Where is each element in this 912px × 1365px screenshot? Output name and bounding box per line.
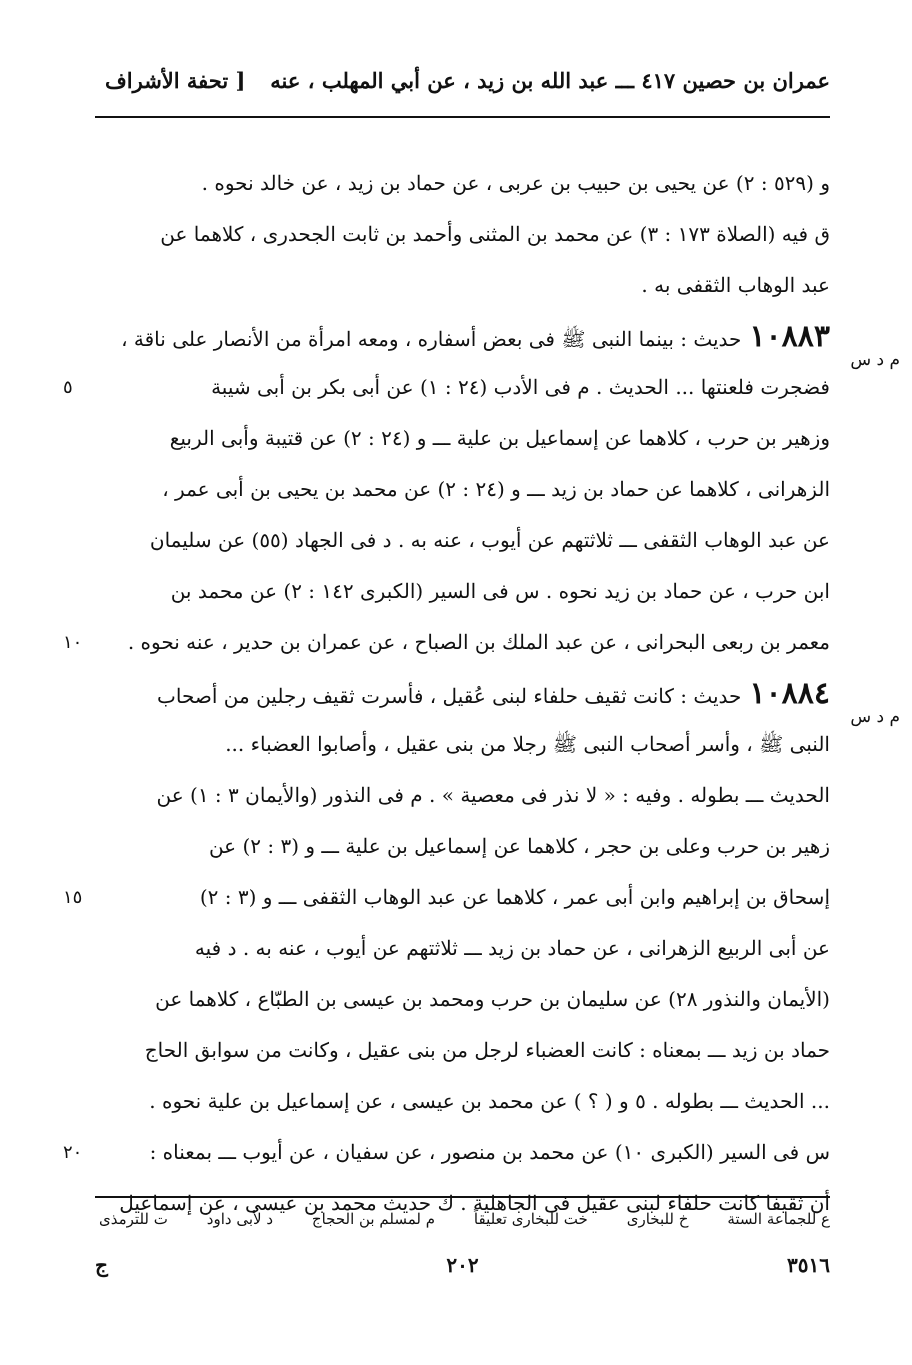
abbrev-item: خت للبخارى تعليقاً bbox=[473, 1210, 588, 1228]
abbrev-item: م لمسلم بن الحجاج bbox=[311, 1210, 436, 1228]
abbrev-item: د لأبى داود bbox=[206, 1210, 273, 1228]
text-line: النبى ﷺ ، وأسر أصحاب النبى ﷺ رجلا من بنى عقيل ، وأصابوا العضباء ... bbox=[225, 732, 830, 756]
text-line: (الأيمان والنذور ٢٨) عن سليمان بن حرب ومحمد بن عيسى بن الطبّاع ، كلاهما عن bbox=[155, 987, 830, 1011]
running-header bbox=[95, 58, 830, 98]
abbrev-item: خ للبخارى bbox=[626, 1210, 689, 1228]
header-divider bbox=[95, 116, 830, 118]
abbrev-item: ع للجماعة الستة bbox=[727, 1210, 830, 1228]
footer-series-number: ٣٥١٦ bbox=[787, 1253, 830, 1277]
text-line: زهير بن حرب وعلى بن حجر ، كلاهما عن إسماعيل بن علية ـــ و (٣ : ٢) عن bbox=[208, 834, 830, 858]
hadith-entry-10883: ١٠٨٨٣حديث : بينما النبى ﷺ فى بعض أسفاره ، ومعه امرأة من الأنصار على ناقة ، م د س bbox=[95, 311, 830, 362]
margin-line-number: ٥ bbox=[63, 377, 73, 398]
hadith-entry-10884: ١٠٨٨٤حديث : كانت ثقيف حلفاء لبنى عُقيل ، فأسرت ثقيف رجلين من أصحاب م د س bbox=[95, 668, 830, 719]
text-line: عبد الوهاب الثقفى به . bbox=[641, 273, 830, 297]
text-line: وزهير بن حرب ، كلاهما عن إسماعيل بن علية ـــ و (٢٤ : ٢) عن قتيبة وأبى الربيع bbox=[169, 426, 830, 450]
entry-number: ١٠٨٨٣ bbox=[749, 319, 830, 354]
text-line: س فى السير (الكبرى ١٠) عن محمد بن منصور ، عن سفيان ، عن أيوب ـــ بمعناه : ٢٠ bbox=[95, 1127, 830, 1178]
text-line: ... الحديث ـــ بطوله . ٥ و ( ؟ ) عن محمد بن عيسى ، عن إسماعيل بن علية نحوه . bbox=[149, 1089, 830, 1113]
text-line: الحديث ـــ بطوله . وفيه : « لا نذر فى معصية » . م فى النذور (والأيمان ٣ : ١) عن bbox=[156, 783, 830, 807]
volume-mark: ج bbox=[95, 1253, 108, 1277]
entry-sigla: م د س bbox=[850, 707, 900, 727]
margin-line-number: ١٠ bbox=[63, 632, 83, 653]
footer-divider bbox=[95, 1196, 830, 1198]
abbrev-item: ت للترمذى bbox=[99, 1210, 168, 1228]
text-line: الزهرانى ، كلاهما عن حماد بن زيد ـــ و (٢٤ : ٢) عن محمد بن يحيى بن أبى عمر ، bbox=[162, 477, 830, 501]
entry-number: ١٠٨٨٤ bbox=[749, 676, 830, 711]
text-line: حماد بن زيد ـــ بمعناه : كانت العضباء لرجل من بنى عقيل ، وكانت من سوابق الحاج bbox=[144, 1038, 830, 1062]
document-page bbox=[63, 58, 900, 1308]
text-line: و (٥٢٩ : ٢) عن يحيى بن حبيب بن عربى ، عن حماد بن زيد ، عن خالد نحوه . bbox=[201, 171, 830, 195]
margin-line-number: ٢٠ bbox=[63, 1142, 83, 1163]
text-line: ابن حرب ، عن حماد بن زيد نحوه . س فى السير (الكبرى ١٤٢ : ٢) عن محمد بن bbox=[170, 579, 830, 603]
text-line: فضجرت فلعنتها ... الحديث . م فى الأدب (٢٤ : ١) عن أبى بكر بن أبى شيبة ٥ bbox=[95, 362, 830, 413]
margin-line-number: ١٥ bbox=[63, 887, 83, 908]
text-line: عن عبد الوهاب الثقفى ـــ ثلاثتهم عن أيوب ، عنه به . د فى الجهاد (٥٥) عن سليمان bbox=[149, 528, 830, 552]
text-line: أن ثقيفا كانت حلفاء لبنى عقيل فى الجاهلية . ك حديث محمد بن عيسى ، عن إسماعيل bbox=[119, 1191, 830, 1215]
body-text bbox=[63, 158, 900, 1229]
abbreviation-key bbox=[95, 1210, 830, 1228]
text-line: معمر بن ربعى البحرانى ، عن عبد الملك بن الصباح ، عن عمران بن حدير ، عنه نحوه . ١٠ bbox=[95, 617, 830, 668]
entry-sigla: م د س bbox=[850, 350, 900, 370]
page-number: ٢٠٢ bbox=[446, 1253, 479, 1277]
text-line: ق فيه (الصلاة ١٧٣ : ٣) عن محمد بن المثنى وأحمد بن ثابت الجحدرى ، كلاهما عن bbox=[160, 222, 830, 246]
text-line: عن أبى الربيع الزهرانى ، عن حماد بن زيد ـــ ثلاثتهم عن أيوب ، عنه به . د فيه bbox=[194, 936, 830, 960]
running-title: عمران بن حصين ٤١٧ ـــ عبد الله بن زيد ، عن أبي المهلب ، عنه bbox=[270, 68, 830, 93]
text-line: إسحاق بن إبراهيم وابن أبى عمر ، كلاهما عن عبد الوهاب الثقفى ـــ و (٣ : ٢) ١٥ bbox=[95, 872, 830, 923]
book-title: [ تحفة الأشراف bbox=[105, 68, 246, 93]
